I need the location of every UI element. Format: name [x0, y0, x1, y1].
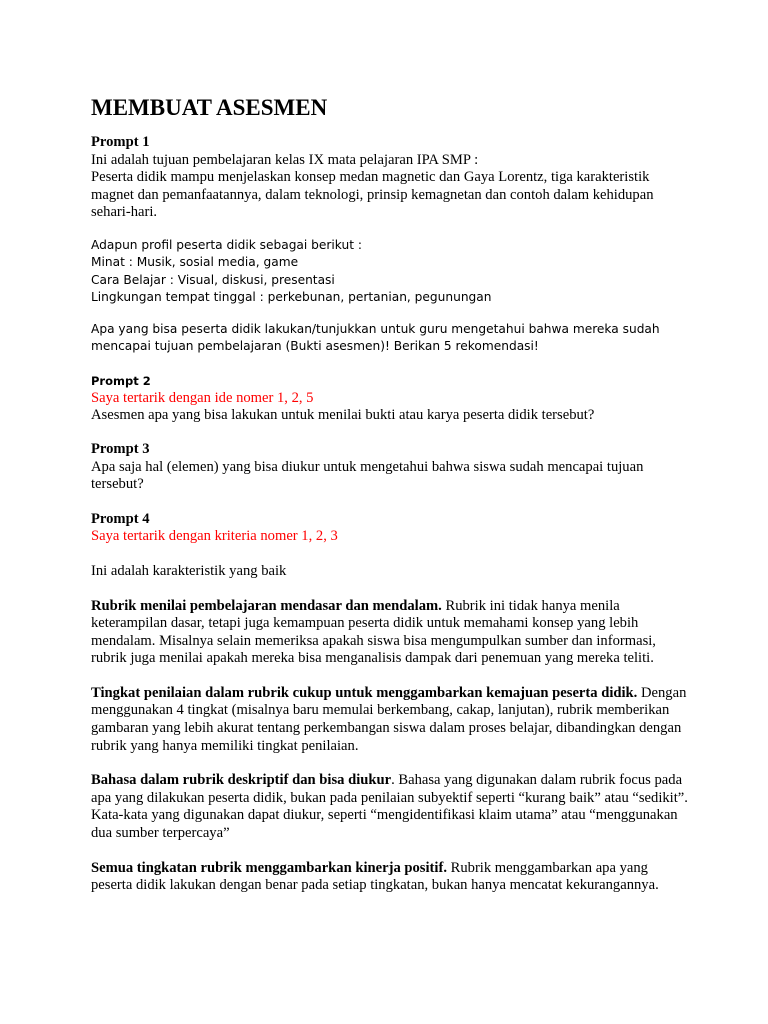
characteristic-text: Dengan menggunakan 4 tingkat (misalnya baru memulai berkembang, cakap, lanjutan), rubrik memberikan gambaran yang lebih akurat tentang perkembangan siswa dalam proses belajar, dibandingkan dengan rubrik yang hanya memiliki tingkat penilaian.: [91, 684, 687, 754]
characteristic-text: . Bahasa yang digunakan dalam rubrik focus pada apa yang dilakukan peserta didik, bukan pada penilaian subyektif seperti “kurang baik” atau “sedikit”. Kata-kata yang digunakan dapat diukur, seperti “mengidentifikasi klaim utama” atau “menggunakan dua sumber terpercaya”: [91, 772, 688, 842]
profile-lingkungan: Lingkungan tempat tinggal : perkebunan, pertanian, pegunungan: [91, 289, 492, 304]
prompt-2-section: [91, 373, 691, 425]
profile-minat: Minat : Musik, sosial media, game: [91, 255, 299, 270]
characteristic-paragraph: [91, 860, 691, 895]
characteristic-text: Rubrik menggambarkan apa yang peserta didik lakukan dengan benar pada setiap tingkatan, bukan hanya mencatat kekurangannya.: [91, 859, 659, 894]
document-body: [91, 93, 691, 895]
prompt-2-heading: Prompt 2: [91, 373, 151, 388]
prompt-4-intro: Ini adalah karakteristik yang baik: [91, 562, 287, 579]
prompt-4-heading: Prompt 4: [91, 510, 150, 527]
characteristic-paragraph: [91, 685, 691, 755]
characteristic-title: Tingkat penilaian dalam rubrik cukup untuk menggambarkan kemajuan peserta didik.: [91, 684, 638, 701]
prompt-1-heading: Prompt 1: [91, 134, 150, 150]
prompt-1-question: Apa yang bisa peserta didik lakukan/tunjukkan untuk guru mengetahui bahwa mereka sudah mencapai tujuan pembelajaran (Bukti asesmen)! Berikan 5 rekomendasi!: [91, 322, 660, 354]
page-title: MEMBUAT ASESMEN: [91, 95, 328, 120]
prompt-1-line-2: Peserta didik mampu menjelaskan konsep medan magnetic dan Gaya Lorentz, tiga karakteristik magnet dan pemanfaatannya, dalam teknologi, prinsip kemagnetan dan contoh dalam kehidupan sehari-hari.: [91, 169, 654, 221]
characteristic-paragraph: [91, 772, 691, 842]
profile-block: [91, 237, 691, 306]
prompt-3-heading: Prompt 3: [91, 440, 150, 457]
prompt-1-section: [91, 134, 691, 356]
profile-cara-belajar: Cara Belajar : Visual, diskusi, presentasi: [91, 272, 335, 287]
characteristic-title: Semua tingkatan rubrik menggambarkan kinerja positif.: [91, 859, 447, 876]
prompt-4-section: [91, 511, 691, 895]
prompt-3-line: Apa saja hal (elemen) yang bisa diukur untuk mengetahui bahwa siswa sudah mencapai tujuan tersebut?: [91, 458, 644, 493]
prompt-4-red-line: Saya tertarik dengan kriteria nomer 1, 2, 3: [91, 528, 338, 545]
prompt-2-line: Asesmen apa yang bisa lakukan untuk menilai bukti atau karya peserta didik tersebut?: [91, 407, 595, 424]
prompt-3-section: [91, 441, 691, 494]
prompt-2-red-line: Saya tertarik dengan ide nomer 1, 2, 5: [91, 389, 314, 406]
profile-intro: Adapun profil peserta didik sebagai berikut :: [91, 237, 362, 252]
characteristic-text: Rubrik ini tidak hanya menila keterampilan dasar, tetapi juga kemampuan peserta didik untuk memahami konsep yang lebih mendalam. Misalnya selain memeriksa apakah siswa bisa mengumpulkan sumber dan informasi, rubrik juga menilai apakah mereka bisa menganalisis dampak dari penemuan yang mereka teliti.: [91, 597, 656, 667]
prompt-1-line-1: Ini adalah tujuan pembelajaran kelas IX mata pelajaran IPA SMP :: [91, 151, 479, 168]
characteristic-title: Rubrik menilai pembelajaran mendasar dan mendalam.: [91, 597, 442, 614]
characteristic-title: Bahasa dalam rubrik deskriptif dan bisa diukur: [91, 772, 392, 789]
characteristic-paragraph: [91, 598, 691, 668]
